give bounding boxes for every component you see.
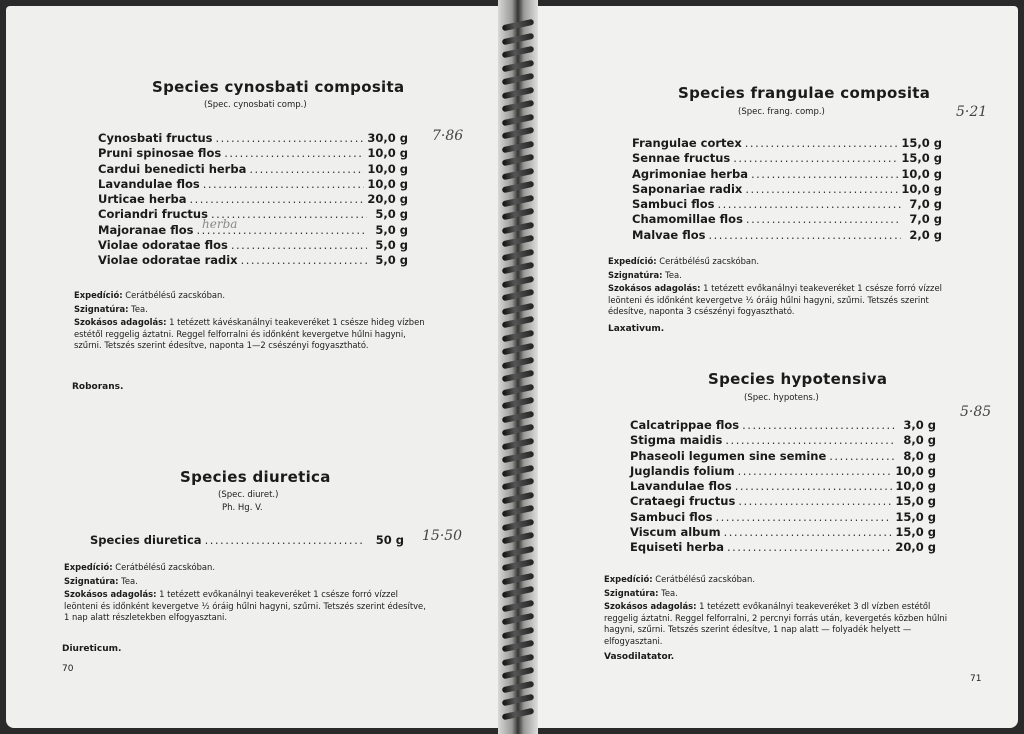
handwritten-margin-note: 5·85	[960, 404, 992, 420]
szignatura-text: Tea.	[131, 303, 148, 314]
ingredient-quantity: 10,0 g	[901, 181, 942, 196]
binding-coil	[502, 140, 535, 153]
ingredient-row	[98, 253, 408, 268]
ingredient-quantity: 15,0 g	[895, 525, 936, 540]
adagolas-text: 1 tetézett evőkanálnyi teakeveréket 1 csésze forró vízzel leönteni és időnként kevergetve ½ óráig hűlni hagyni, szűrni. Tetszés szerint édesítve, 1 nap alatt részletekben elfogyasztani.	[64, 589, 426, 622]
dot-leader	[725, 433, 895, 447]
dot-leader	[829, 449, 895, 463]
dot-leader	[751, 167, 898, 181]
ingredient-name: Lavandulae flos	[98, 176, 200, 191]
ingredient-quantity: 5,0 g	[375, 253, 408, 268]
binding-coil	[502, 235, 535, 248]
ingredient-row	[632, 167, 942, 182]
recipe-notes	[74, 290, 430, 354]
binding-coil	[502, 518, 535, 531]
adagolas-label: Szokásos adagolás:	[74, 317, 167, 327]
ingredient-row	[98, 162, 408, 177]
dot-leader	[724, 525, 893, 539]
binding-coil	[502, 302, 535, 315]
ingredient-quantity: 20,0 g	[367, 192, 408, 207]
recipe-title: Species diuretica	[180, 468, 331, 486]
dot-leader	[746, 212, 901, 226]
szignatura-label: Szignatúra:	[74, 303, 129, 314]
expedicio-label: Expedíció:	[64, 562, 113, 572]
binding-coil	[502, 316, 535, 329]
dot-leader	[733, 151, 898, 165]
ingredient-row	[632, 212, 942, 227]
szignatura-text: Tea.	[661, 587, 678, 598]
binding-coil	[502, 46, 535, 59]
recipe-pharmacopoeia: Ph. Hg. V.	[222, 503, 263, 513]
binding-coil	[502, 100, 535, 113]
ingredient-quantity: 10,0 g	[895, 463, 936, 478]
ingredient-row	[98, 177, 408, 192]
ingredient-quantity: 7,0 g	[909, 212, 942, 227]
ingredient-quantity: 50 g	[375, 533, 404, 547]
dot-leader	[745, 136, 899, 150]
binding-coil	[502, 653, 535, 666]
dot-leader	[742, 418, 895, 432]
indication: Roborans.	[72, 382, 124, 392]
ingredient-name: Urticae herba	[98, 192, 187, 207]
recipe-title: Species frangulae composita	[678, 84, 931, 102]
ingredient-row	[98, 146, 408, 161]
binding-coil	[502, 626, 535, 639]
ingredient-name: Stigma maidis	[630, 433, 723, 448]
page-number: 71	[970, 674, 982, 684]
binding-coil	[502, 154, 535, 167]
ingredient-name: Juglandis folium	[630, 463, 735, 478]
ingredient-name: Pruni spinosae flos	[98, 146, 222, 161]
ingredient-quantity: 2,0 g	[909, 227, 942, 242]
expedicio-text: Cerátbélésű zacskóban.	[115, 562, 216, 572]
dot-leader	[203, 177, 365, 191]
expedicio-text: Cerátbélésű zacskóban.	[659, 256, 760, 266]
ingredient-row	[630, 464, 936, 479]
recipe-title: Species cynosbati composita	[152, 78, 405, 96]
binding-coil	[502, 181, 535, 194]
recipe-title: Species hypotensiva	[708, 370, 888, 388]
dot-leader	[708, 228, 901, 242]
right-page	[538, 6, 1018, 728]
binding-coil	[502, 19, 535, 32]
dot-leader	[241, 253, 367, 267]
ingredient-row	[98, 207, 408, 222]
ingredient-row	[98, 238, 408, 253]
ingredient-row	[630, 540, 936, 555]
binding-coil	[502, 248, 535, 261]
ingredient-row	[630, 479, 936, 494]
ingredient-name: Cardui benedicti herba	[98, 161, 247, 176]
binding-coil	[502, 208, 535, 221]
spiral-binding	[498, 0, 538, 734]
adagolas-text: 1 tetézett kávéskanálnyi teakeveréket 1 csésze hideg vízben estétől reggelig áztatni. Reggel felforralni és időnként kevergetve hűlni hagyni, szűrni. Tetszés szerint édesítve, naponta 1—2 csészényi fogyasztható.	[74, 317, 425, 350]
handwritten-margin-note: 5·21	[956, 104, 988, 120]
ingredient-row	[98, 192, 408, 207]
recipe-notes	[604, 574, 964, 649]
dot-leader	[216, 131, 365, 145]
binding-coil	[502, 640, 535, 653]
handwritten-margin-note: 7·86	[432, 128, 464, 144]
ingredient-row	[632, 228, 942, 243]
binding-coil	[502, 505, 535, 518]
ingredient-quantity: 15,0 g	[901, 136, 942, 150]
binding-coil	[502, 59, 535, 72]
binding-coil	[502, 194, 535, 207]
binding-coil	[502, 667, 535, 680]
ingredient-name: Chamomillae flos	[632, 212, 743, 227]
ingredient-name: Calcatrippae flos	[630, 418, 740, 432]
dot-leader	[249, 162, 364, 176]
binding-coil	[502, 262, 535, 275]
dot-leader	[717, 197, 901, 211]
ingredient-quantity: 8,0 g	[903, 448, 936, 463]
ingredient-quantity: 3,0 g	[903, 418, 936, 432]
recipe-subtitle: (Spec. frang. comp.)	[738, 107, 825, 117]
ingredient-row	[632, 197, 942, 212]
ingredient-name: Lavandulae flos	[630, 479, 732, 494]
ingredient-quantity: 30,0 g	[367, 131, 408, 145]
binding-coil	[502, 221, 535, 234]
binding-coil	[502, 599, 535, 612]
ingredient-quantity: 15,0 g	[895, 509, 936, 524]
binding-coil	[502, 694, 535, 707]
binding-coil	[502, 491, 535, 504]
binding-coil	[502, 275, 535, 288]
dot-leader	[738, 464, 893, 478]
binding-coil	[502, 289, 535, 302]
ingredient-row	[630, 433, 936, 448]
ingredient-name: Coriandri fructus	[98, 207, 208, 222]
dot-leader	[735, 479, 893, 493]
binding-coil	[502, 424, 535, 437]
ingredient-quantity: 10,0 g	[367, 161, 408, 176]
recipe-subtitle: (Spec. diuret.)	[218, 490, 279, 500]
ingredient-name: Frangulae cortex	[632, 136, 742, 150]
szignatura-label: Szignatúra:	[64, 575, 119, 586]
dot-leader	[205, 533, 363, 547]
binding-coil	[502, 559, 535, 572]
adagolas-label: Szokásos adagolás:	[64, 589, 157, 599]
ingredient-quantity: 15,0 g	[901, 151, 942, 166]
ingredient-quantity: 5,0 g	[375, 238, 408, 253]
expedicio-label: Expedíció:	[608, 256, 657, 266]
binding-coil	[502, 680, 535, 693]
ingredient-name: Viscum album	[630, 525, 721, 540]
ingredient-row	[90, 533, 404, 548]
ingredient-name: Majoranae flos	[98, 222, 194, 237]
binding-coil	[502, 532, 535, 545]
binding-coil	[502, 410, 535, 423]
dot-leader	[189, 192, 364, 206]
szignatura-label: Szignatúra:	[608, 269, 663, 280]
handwritten-insert: herba	[202, 217, 238, 231]
dot-leader	[715, 510, 892, 524]
ingredient-row	[630, 525, 936, 540]
binding-coil	[502, 545, 535, 558]
dot-leader	[231, 238, 367, 252]
adagolas-label: Szokásos adagolás:	[604, 601, 697, 611]
ingredient-name: Sennae fructus	[632, 151, 731, 166]
ingredient-row	[630, 494, 936, 509]
dot-leader	[745, 182, 898, 196]
binding-coil	[502, 73, 535, 86]
indication: Vasodilatator.	[604, 652, 675, 662]
ingredient-name: Violae odoratae radix	[98, 253, 238, 268]
ingredient-row	[632, 182, 942, 197]
binding-coil	[502, 167, 535, 180]
ingredient-name: Phaseoli legumen sine semine	[630, 448, 827, 463]
indication: Diureticum.	[62, 644, 122, 654]
indication: Laxativum.	[608, 324, 665, 334]
ingredient-list	[630, 418, 936, 556]
binding-coil	[502, 356, 535, 369]
ingredient-list	[632, 136, 942, 243]
binding-coil	[502, 464, 535, 477]
dot-leader	[224, 146, 364, 160]
ingredient-quantity: 7,0 g	[909, 197, 942, 212]
binding-coil	[502, 478, 535, 491]
ingredient-list	[90, 533, 404, 548]
page-number: 70	[62, 664, 74, 674]
expedicio-text: Cerátbélésű zacskóban.	[655, 574, 756, 584]
adagolas-text: 1 tetézett evőkanálnyi teakeveréket 1 csésze forró vízzel leönteni és időnként kevergetve ½ óráig hűlni hagyni, szűrni. Tetszés szerint édesítve, naponta 3 csészényi fogyasztható.	[608, 283, 942, 316]
ingredient-name: Equiseti herba	[630, 540, 724, 555]
ingredient-row	[630, 449, 936, 464]
ingredient-quantity: 10,0 g	[367, 176, 408, 191]
binding-coil	[502, 370, 535, 383]
ingredient-name: Crataegi fructus	[630, 494, 736, 509]
ingredient-name: Malvae flos	[632, 227, 706, 242]
binding-coil	[502, 613, 535, 626]
ingredient-list	[98, 131, 408, 269]
ingredient-name: Sambuci flos	[630, 509, 713, 524]
binding-coil	[502, 32, 535, 45]
expedicio-text: Cerátbélésű zacskóban.	[125, 290, 226, 300]
binding-coil	[502, 437, 535, 450]
ingredient-row	[98, 223, 408, 238]
binding-coil	[502, 707, 535, 720]
recipe-subtitle: (Spec. hypotens.)	[744, 393, 819, 403]
binding-coil	[502, 86, 535, 99]
expedicio-label: Expedíció:	[604, 574, 653, 584]
ingredient-name: Species diuretica	[90, 533, 202, 547]
binding-coil	[502, 586, 535, 599]
binding-coil	[502, 113, 535, 126]
ingredient-quantity: 20,0 g	[895, 540, 936, 555]
ingredient-quantity: 5,0 g	[375, 222, 408, 237]
szignatura-text: Tea.	[121, 575, 138, 586]
binding-coil	[502, 451, 535, 464]
binding-coil	[502, 343, 535, 356]
ingredient-quantity: 5,0 g	[375, 207, 408, 222]
ingredient-name: Saponariae radix	[632, 181, 743, 196]
ingredient-quantity: 10,0 g	[367, 146, 408, 161]
dot-leader	[727, 540, 892, 554]
recipe-subtitle: (Spec. cynosbati comp.)	[204, 100, 307, 110]
adagolas-label: Szokásos adagolás:	[608, 283, 701, 293]
szignatura-text: Tea.	[665, 269, 682, 280]
binding-coil	[502, 127, 535, 140]
ingredient-quantity: 10,0 g	[901, 166, 942, 181]
adagolas-text: 1 tetézett evőkanálnyi teakeveréket 3 dl vízben estétől reggelig áztatni. Reggel felforralni, 2 percnyi forrás után, kevergetés közben hűlni hagyni, szűrni. Tetszés szerint édesítve, 1 nap alatt — folyadék helyett — elfogyasztani.	[604, 601, 948, 646]
ingredient-row	[98, 131, 408, 146]
binding-coil	[502, 329, 535, 342]
ingredient-quantity: 8,0 g	[903, 433, 936, 448]
ingredient-row	[632, 151, 942, 166]
ingredient-quantity: 10,0 g	[895, 479, 936, 494]
ingredient-row	[630, 418, 936, 433]
ingredient-name: Agrimoniae herba	[632, 166, 748, 181]
binding-coil	[502, 383, 535, 396]
dot-leader	[738, 494, 892, 508]
ingredient-row	[630, 510, 936, 525]
binding-coil	[502, 397, 535, 410]
handwritten-margin-note: 15·50	[422, 528, 463, 544]
ingredient-row	[632, 136, 942, 151]
ingredient-quantity: 15,0 g	[895, 494, 936, 509]
left-page	[6, 6, 498, 728]
recipe-notes	[608, 256, 964, 320]
szignatura-label: Szignatúra:	[604, 587, 659, 598]
ingredient-name: Sambuci flos	[632, 197, 715, 212]
ingredient-name: Cynosbati fructus	[98, 131, 213, 145]
recipe-notes	[64, 562, 428, 626]
binding-coil	[502, 572, 535, 585]
ingredient-name: Violae odoratae flos	[98, 238, 228, 253]
expedicio-label: Expedíció:	[74, 290, 123, 300]
